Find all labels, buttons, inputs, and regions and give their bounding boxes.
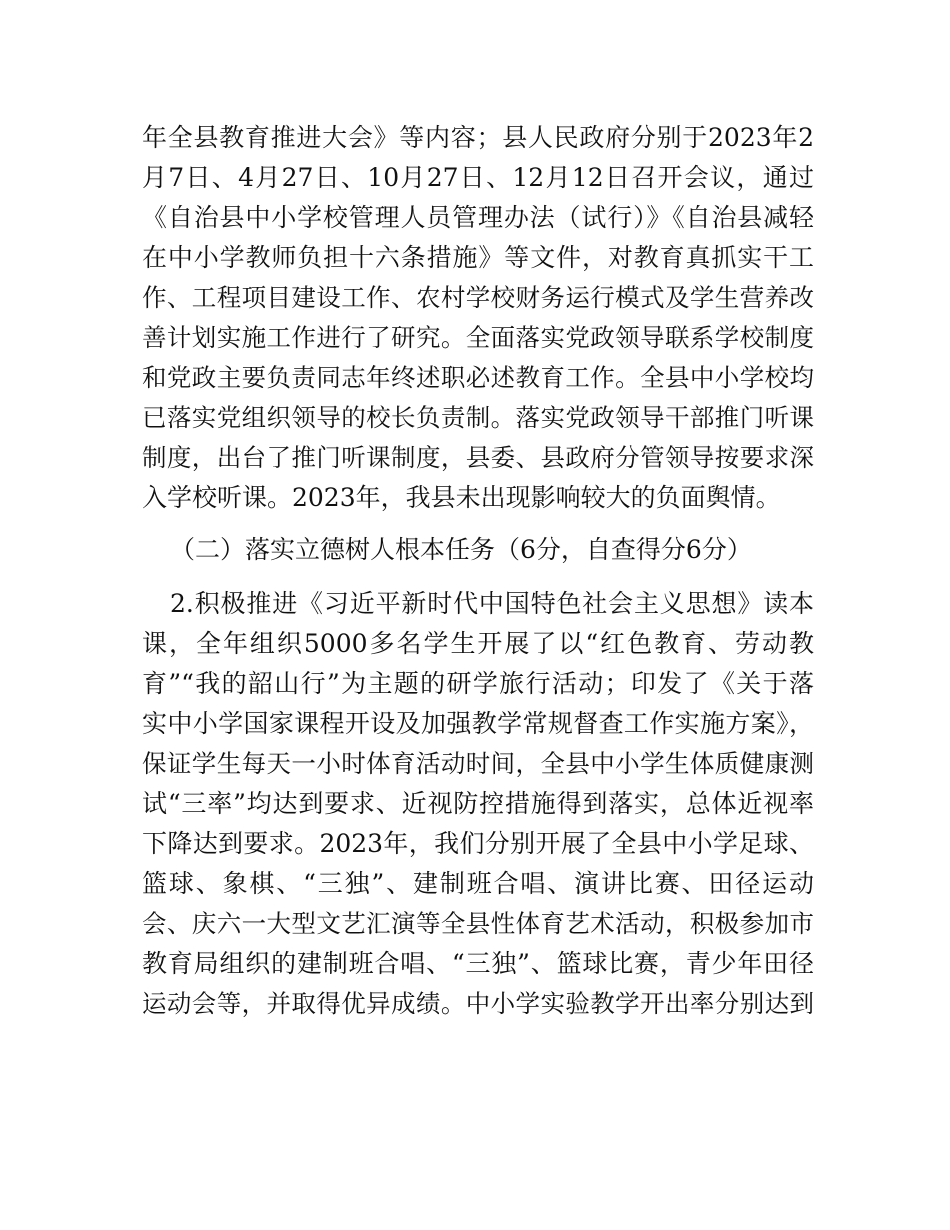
text-line: 会、庆六一大型文艺汇演等全县性体育艺术活动，积极参加市 <box>142 909 814 938</box>
paragraph-2 <box>142 584 814 1024</box>
text-line: 保证学生每天一小时体育活动时间，全县中小学生体质健康测 <box>142 749 814 778</box>
text-line: 月7日、4月27日、10月27日、12月12日召开会议，通过 <box>142 163 814 192</box>
text-line: 已落实党组织领导的校长负责制。落实党政领导干部推门听课 <box>142 403 814 432</box>
section-heading: （二）落实立德树人根本任务（6分，自查得分6分） <box>170 535 752 564</box>
text-line: 实中小学国家课程开设及加强教学常规督查工作实施方案》， <box>142 709 814 738</box>
text-line: 篮球、象棋、“三独”、建制班合唱、演讲比赛、田径运动 <box>142 869 814 898</box>
text-line: 善计划实施工作进行了研究。全面落实党政领导联系学校制度 <box>142 323 814 352</box>
text-line: 教育局组织的建制班合唱、“三独”、篮球比赛，青少年田径 <box>142 949 814 978</box>
text-line: 《自治县中小学校管理人员管理办法（试行）》《自治县减轻 <box>142 203 814 232</box>
text-line: 作、工程项目建设工作、农村学校财务运行模式及学生营养改 <box>142 283 814 312</box>
document-body <box>142 118 814 1024</box>
text-line: 制度，出台了推门听课制度，县委、县政府分管领导按要求深 <box>142 443 814 472</box>
text-line: 育”“我的韶山行”为主题的研学旅行活动；印发了《关于落 <box>142 669 814 698</box>
text-line: 年全县教育推进大会》等内容；县人民政府分别于2023年2 <box>142 123 814 152</box>
text-line: 课，全年组织5000多名学生开展了以“红色教育、劳动教 <box>142 629 814 658</box>
text-line: 2.积极推进《习近平新时代中国特色社会主义思想》读本 <box>170 589 814 618</box>
paragraph-1 <box>142 118 814 518</box>
text-line: 在中小学教师负担十六条措施》等文件，对教育真抓实干工 <box>142 243 814 272</box>
text-line: 和党政主要负责同志年终述职必述教育工作。全县中小学校均 <box>142 363 814 392</box>
text-line: 运动会等，并取得优异成绩。中小学实验教学开出率分别达到 <box>142 989 814 1018</box>
text-line: 下降达到要求。2023年，我们分别开展了全县中小学足球、 <box>142 829 814 858</box>
text-line: 入学校听课。2023年，我县未出现影响较大的负面舆情。 <box>142 483 781 512</box>
text-line: 试“三率”均达到要求、近视防控措施得到落实，总体近视率 <box>142 789 814 818</box>
